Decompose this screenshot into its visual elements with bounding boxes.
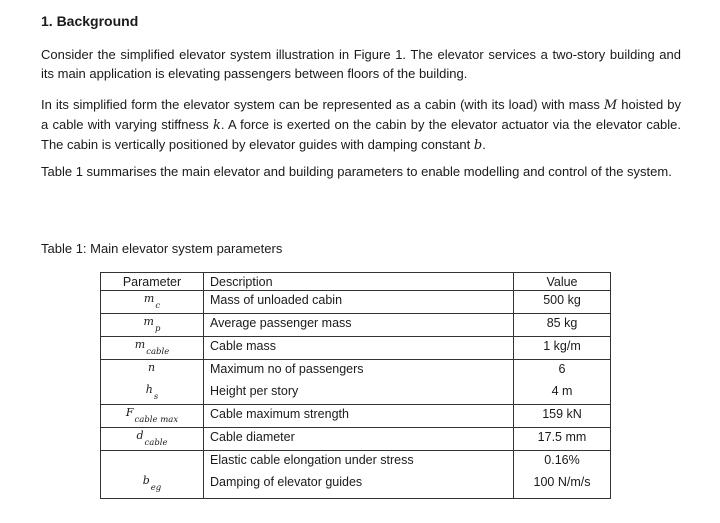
param-description (204, 291, 514, 314)
param-description-text: Damping of elevator guides (210, 475, 363, 489)
param-description (204, 360, 514, 383)
param-symbol-cell (101, 451, 204, 474)
param-value-text: 85 kg (546, 316, 578, 330)
param-description (204, 314, 514, 337)
param-description-text: Cable maximum strength (210, 407, 349, 421)
param-description-text: Cable mass (210, 339, 276, 353)
param-symbol-cell (101, 314, 204, 337)
param-symbol-sub: cable max (134, 415, 179, 425)
table-row (101, 291, 611, 314)
param-symbol (134, 338, 170, 357)
table-caption: Table 1: Main elevator system parameters (41, 241, 283, 256)
table-row (101, 360, 611, 383)
param-value (514, 428, 611, 451)
symbol-k: k (212, 118, 221, 133)
param-symbol-base: m (143, 292, 155, 305)
param-symbol-sub: c (155, 301, 161, 311)
param-symbol (145, 383, 159, 402)
param-symbol-sub: s (153, 392, 159, 402)
param-symbol-cell (101, 291, 204, 314)
parameters-table (100, 272, 611, 499)
param-value-text: 159 kN (542, 407, 582, 421)
paragraph-model-text-1: In its simplified form the elevator system can be represented as a cabin (with its load) with mass (41, 97, 604, 112)
header-parameter: Parameter (101, 273, 204, 291)
param-value (514, 473, 611, 499)
paragraph-model (41, 95, 681, 155)
param-value (514, 314, 611, 337)
param-description-text: Average passenger mass (210, 316, 352, 330)
paragraph-model-text-4: . (482, 137, 486, 152)
param-value-text: 4 m (551, 384, 573, 398)
paragraph-table-summary: Table 1 summarises the main elevator and building parameters to enable modelling and control of the system. (41, 164, 672, 179)
param-symbol-base: m (134, 338, 146, 351)
param-symbol (148, 362, 156, 375)
param-value-text: 6 (558, 362, 566, 376)
param-symbol-sub: cable (144, 438, 168, 448)
param-description (204, 405, 514, 428)
param-symbol-base: h (145, 383, 153, 396)
param-value-text: 500 kg (543, 293, 581, 307)
param-symbol-cell (101, 360, 204, 383)
param-symbol-base: m (143, 315, 154, 328)
param-symbol (143, 315, 161, 334)
param-value (514, 405, 611, 428)
param-symbol (125, 406, 179, 425)
paragraph-model-text-3: . A force is exerted on the cabin by the elevator actuator via the elevator cable. The cabin is vertically positioned by elevator guides with damping constant (41, 117, 682, 152)
header-description: Description (204, 273, 514, 291)
param-description-text: Mass of unloaded cabin (210, 293, 343, 307)
symbol-b: b (473, 138, 483, 153)
symbol-M: M (603, 98, 618, 113)
param-symbol-cell (101, 405, 204, 428)
param-symbol-cell (101, 337, 204, 360)
param-symbol-cell (101, 473, 204, 499)
param-description (204, 451, 514, 474)
param-description (204, 382, 514, 405)
param-description (204, 337, 514, 360)
table-header-row (101, 273, 611, 291)
param-symbol-base: b (142, 474, 150, 487)
param-value-text: 1 kg/m (543, 339, 581, 353)
param-value (514, 382, 611, 405)
param-symbol (136, 429, 168, 448)
table-row (101, 405, 611, 428)
table-row (101, 382, 611, 405)
table-row (101, 337, 611, 360)
param-symbol-cell (101, 428, 204, 451)
param-description-text: Elastic cable elongation under stress (210, 453, 414, 467)
table-row (101, 451, 611, 474)
header-value: Value (514, 273, 611, 291)
section-heading: 1. Background (41, 13, 139, 29)
param-symbol (143, 292, 161, 311)
param-value-text: 100 N/m/s (533, 475, 591, 489)
param-symbol-cell (101, 382, 204, 405)
paragraph-intro: Consider the simplified elevator system illustration in Figure 1. The elevator services a two-story building and its main application is elevating passengers between floors of the building. (41, 47, 681, 81)
param-value (514, 451, 611, 474)
param-description (204, 473, 514, 499)
param-description-text: Cable diameter (210, 430, 295, 444)
param-description-text: Height per story (210, 384, 299, 398)
table-row (101, 473, 611, 499)
param-value-text: 17.5 mm (537, 430, 587, 444)
param-description (204, 428, 514, 451)
param-symbol-sub: eg (150, 483, 162, 493)
param-symbol-base: F (125, 406, 134, 419)
param-symbol-sub: cable (146, 347, 170, 357)
param-symbol-base: d (136, 429, 144, 442)
param-value-text: 0.16% (544, 453, 580, 467)
paragraph-model-text-2: hoisted by a cable with varying stiffness (41, 97, 681, 132)
param-symbol-base: n (147, 361, 156, 374)
param-value (514, 337, 611, 360)
param-description-text: Maximum no of passengers (210, 362, 364, 376)
param-symbol-sub: p (154, 324, 161, 334)
param-value (514, 360, 611, 383)
table-row (101, 428, 611, 451)
table-row (101, 314, 611, 337)
param-symbol (142, 474, 162, 493)
param-value (514, 291, 611, 314)
